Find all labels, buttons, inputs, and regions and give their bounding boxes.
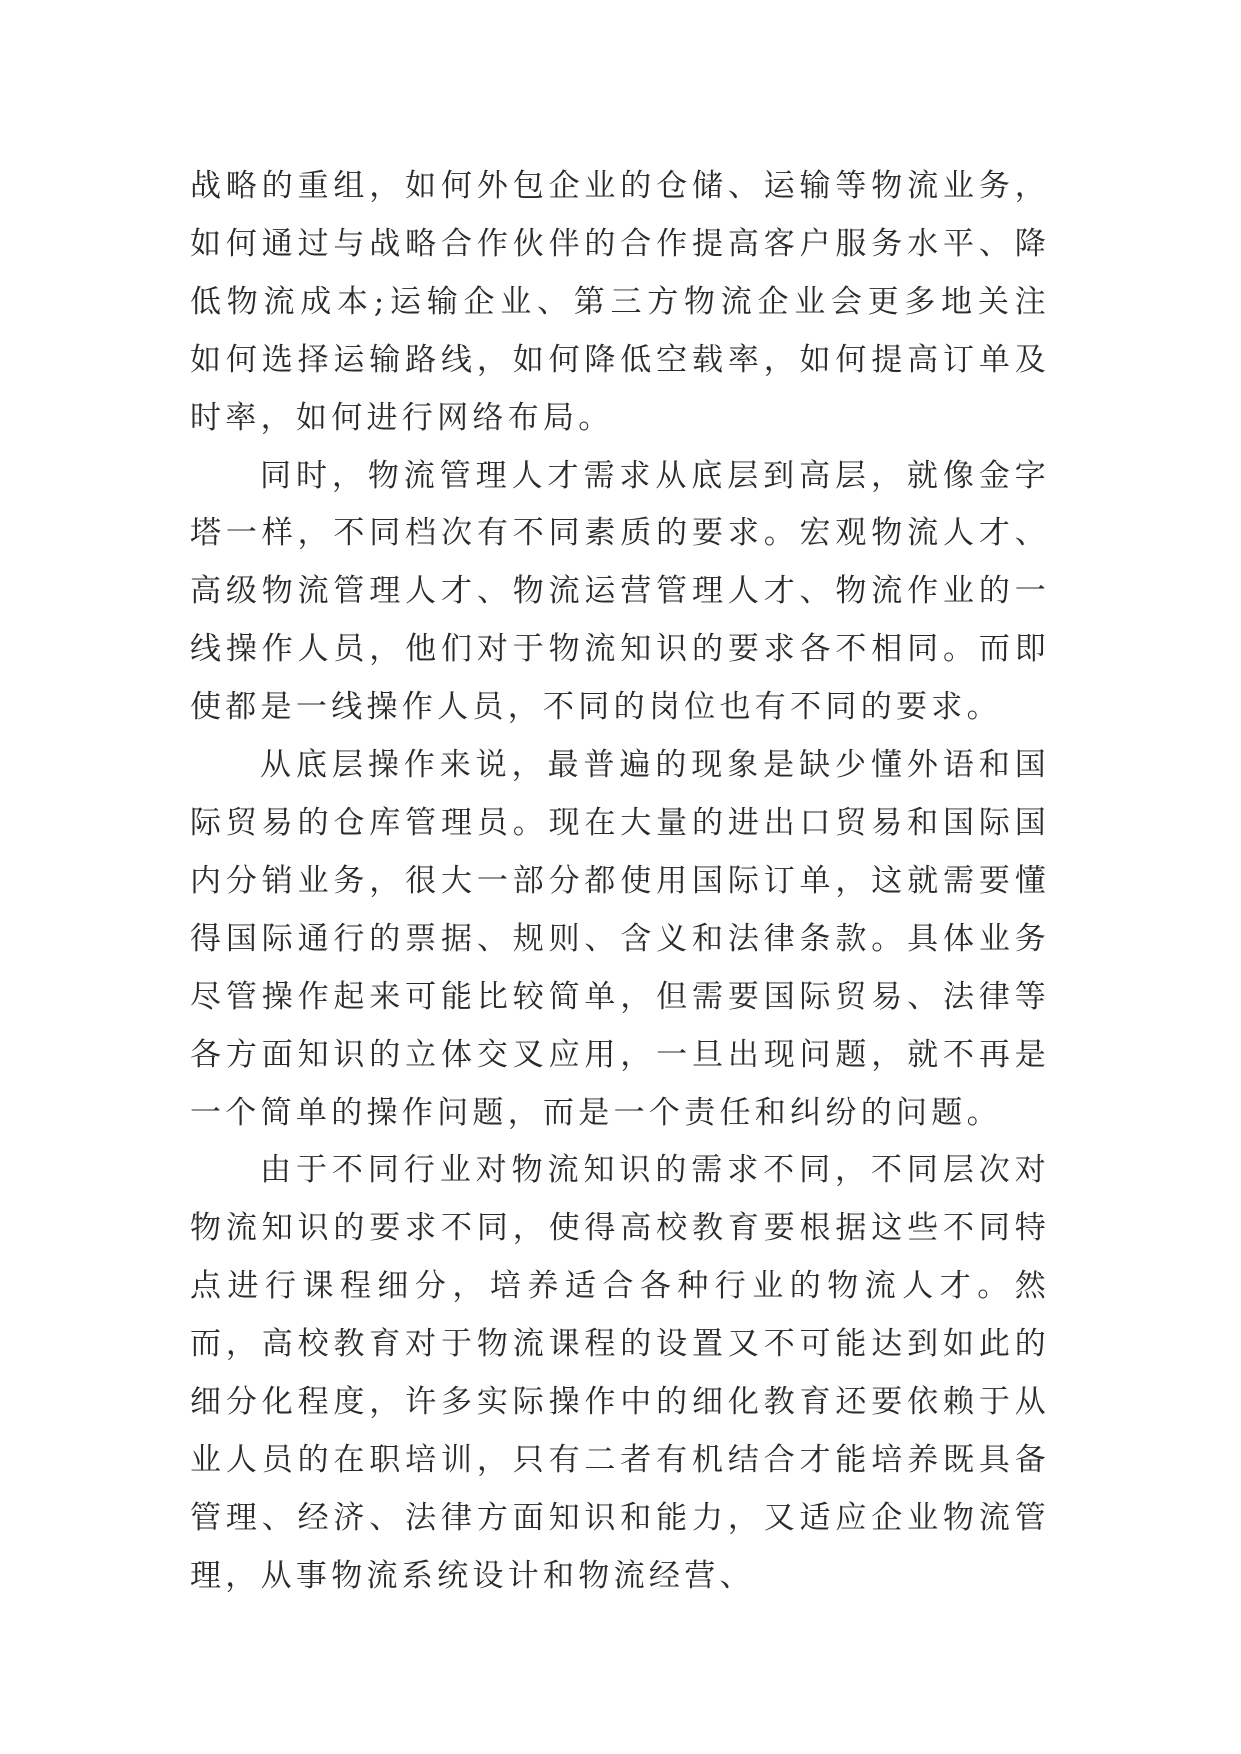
document-body bbox=[190, 158, 1050, 1606]
paragraph-continuation: 战略的重组，如何外包企业的仓储、运输等物流业务，如何通过与战略合作伙伴的合作提高客户服务水平、降低物流成本;运输企业、第三方物流企业会更多地关注如何选择运输路线，如何降低空载率，如何提高订单及时率，如何进行网络布局。 bbox=[190, 168, 1050, 436]
paragraph-talent-pyramid: 同时，物流管理人才需求从底层到高层，就像金字塔一样，不同档次有不同素质的要求。宏观物流人才、高级物流管理人才、物流运营管理人才、物流作业的一线操作人员，他们对于物流知识的要求各不相同。而即使都是一线操作人员，不同的岗位也有不同的要求。 bbox=[190, 457, 1050, 726]
paragraph-bottom-operations: 从底层操作来说，最普遍的现象是缺少懂外语和国际贸易的仓库管理员。现在大量的进出口贸易和国际国内分销业务，很大一部分都使用国际订单，这就需要懂得国际通行的票据、规则、含义和法律条款。具体业务尽管操作起来可能比较简单，但需要国际贸易、法律等各方面知识的立体交叉应用，一旦出现问题，就不再是一个简单的操作问题，而是一个责任和纠纷的问题。 bbox=[190, 747, 1050, 1131]
paragraph-education: 由于不同行业对物流知识的需求不同，不同层次对物流知识的要求不同，使得高校教育要根据这些不同特点进行课程细分，培养适合各种行业的物流人才。然而，高校教育对于物流课程的设置又不可能达到如此的细分化程度，许多实际操作中的细化教育还要依赖于从业人员的在职培训，只有二者有机结合才能培养既具备管理、经济、法律方面知识和能力，又适应企业物流管理，从事物流系统设计和物流经营、 bbox=[190, 1152, 1050, 1594]
